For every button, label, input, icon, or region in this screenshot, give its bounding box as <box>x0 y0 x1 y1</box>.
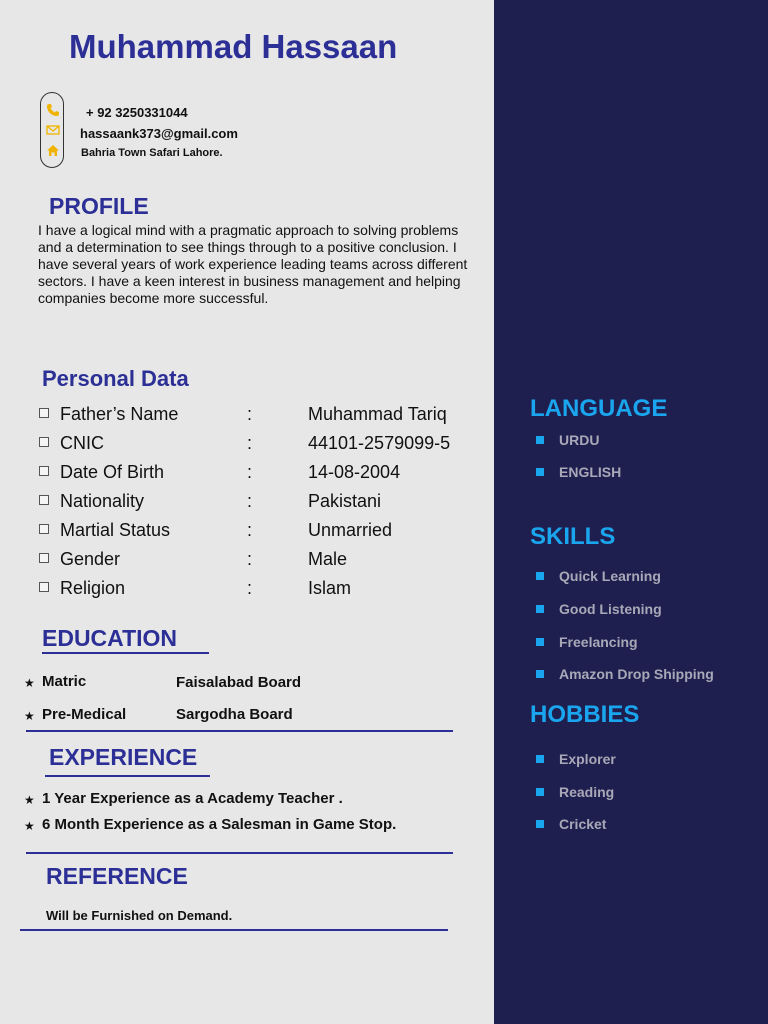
personal-data-separator: : <box>247 404 253 424</box>
personal-data-value: Islam <box>308 578 352 598</box>
hobby-label: Explorer <box>559 751 616 767</box>
experience-heading-underline <box>45 775 210 777</box>
skill-label: Freelancing <box>559 634 638 650</box>
phone-icon <box>45 103 61 117</box>
education-heading: EDUCATION <box>42 625 178 651</box>
experience-item: 6 Month Experience as a Salesman in Game Stop. <box>42 816 397 833</box>
profile-text: I have a logical mind with a pragmatic approach to solving problems and a determination to see things through to a positive conclusion. I have several years of work experience leading teams across different sectors. I have a keen interest in business management and helping companies become more successful. <box>38 222 468 306</box>
checkbox-icon <box>39 524 49 534</box>
checkbox-icon <box>39 408 49 418</box>
personal-data-label: Date Of Birth <box>60 462 165 482</box>
square-bullet-icon <box>536 755 544 763</box>
education-level: Matric <box>42 673 87 690</box>
education-divider <box>26 730 453 732</box>
personal-data-value: 14-08-2004 <box>308 462 401 482</box>
personal-data-value: Male <box>308 549 348 569</box>
experience-divider <box>26 852 453 854</box>
skills-heading: SKILLS <box>530 523 616 550</box>
star-icon: ★ <box>24 793 35 807</box>
education-level: Pre-Medical <box>42 706 127 723</box>
personal-data-value: 44101-2579099-5 <box>308 433 451 453</box>
square-bullet-icon <box>536 670 544 678</box>
experience-heading: EXPERIENCE <box>49 744 198 770</box>
education-board: Sargodha Board <box>176 706 293 723</box>
square-bullet-icon <box>536 572 544 580</box>
contact-address: Bahria Town Safari Lahore. <box>81 147 223 159</box>
star-icon: ★ <box>24 709 35 723</box>
personal-data-value: Unmarried <box>308 520 393 540</box>
skill-label: Quick Learning <box>559 568 661 584</box>
language-label: ENGLISH <box>559 464 622 480</box>
contact-email: hassaank373@gmail.com <box>80 126 238 141</box>
hobbies-heading: HOBBIES <box>530 701 640 728</box>
contact-phone: + 92 3250331044 <box>86 105 188 120</box>
personal-data-separator: : <box>247 462 253 482</box>
experience-item: 1 Year Experience as a Academy Teacher . <box>42 790 343 807</box>
candidate-name: Muhammad Hassaan <box>69 28 398 65</box>
reference-text: Will be Furnished on Demand. <box>46 908 233 923</box>
language-heading: LANGUAGE <box>530 395 668 422</box>
checkbox-icon <box>39 582 49 592</box>
checkbox-icon <box>39 495 49 505</box>
skill-label: Good Listening <box>559 601 662 617</box>
skill-label: Amazon Drop Shipping <box>559 666 714 682</box>
personal-data-label: Religion <box>60 578 126 598</box>
personal-data-separator: : <box>247 520 253 540</box>
hobby-label: Reading <box>559 784 615 800</box>
hobby-label: Cricket <box>559 816 607 832</box>
star-icon: ★ <box>24 819 35 833</box>
checkbox-icon <box>39 466 49 476</box>
reference-divider <box>20 929 448 931</box>
square-bullet-icon <box>536 788 544 796</box>
personal-data-label: CNIC <box>60 433 104 453</box>
personal-data-separator: : <box>247 578 253 598</box>
personal-data-separator: : <box>247 433 253 453</box>
profile-heading: PROFILE <box>49 193 149 219</box>
envelope-icon <box>45 124 61 138</box>
checkbox-icon <box>39 437 49 447</box>
square-bullet-icon <box>536 605 544 613</box>
language-label: URDU <box>559 432 600 448</box>
education-heading-underline <box>42 652 209 654</box>
sidebar-column <box>494 0 768 1024</box>
personal-data-label: Father’s Name <box>60 404 179 424</box>
square-bullet-icon <box>536 820 544 828</box>
square-bullet-icon <box>536 638 544 646</box>
personal-data-separator: : <box>247 549 253 569</box>
personal-data-separator: : <box>247 491 253 511</box>
checkbox-icon <box>39 553 49 563</box>
square-bullet-icon <box>536 468 544 476</box>
personal-data-label: Gender <box>60 549 121 569</box>
home-icon <box>45 144 61 158</box>
personal-data-heading: Personal Data <box>42 366 189 391</box>
personal-data-label: Martial Status <box>60 520 171 540</box>
square-bullet-icon <box>536 436 544 444</box>
reference-heading: REFERENCE <box>46 863 188 889</box>
personal-data-value: Muhammad Tariq <box>308 404 447 424</box>
education-board: Faisalabad Board <box>176 674 302 691</box>
personal-data-label: Nationality <box>60 491 145 511</box>
star-icon: ★ <box>24 676 35 690</box>
personal-data-value: Pakistani <box>308 491 382 511</box>
